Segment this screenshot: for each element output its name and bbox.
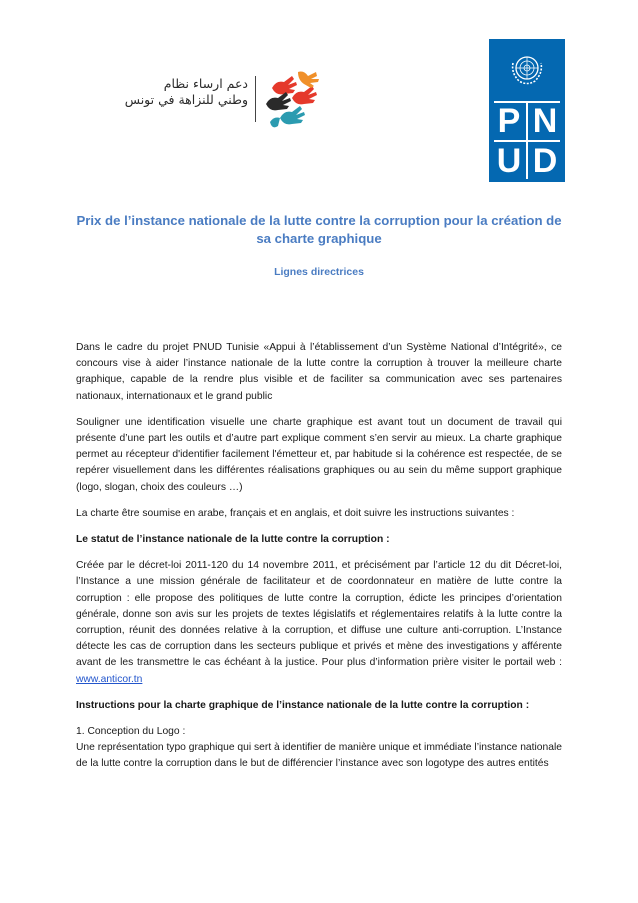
logo-heading: 1. Conception du Logo : — [76, 726, 186, 738]
un-emblem-icon — [507, 49, 547, 89]
document-title: Prix de l’instance nationale de la lutte contre la corruption pour la création de sa charte graphique — [76, 213, 562, 246]
pnud-grid-line — [526, 103, 528, 179]
intro-paragraph: Dans le cadre du projet PNUD Tunisie «Appui à l’établissement d’un Système National d’Intégrité», ce concours vise à aider l’instance nationale de la lutte contre la corruption à trouver la meilleure charte graphique, capable de la rendre plus visible et de faciliter sa communication avec ses partenaires nationaux, internationaux et le grand public — [76, 342, 562, 402]
identity-paragraph: Souligner une identification visuelle une charte graphique est avant tout un document de travail qui présente d’une part les outils et d’autre part explique comment s’en servir au mieux. La charte graphique permet au récepteur d'identifier facilement l'émetteur et, par habitude si la cohérence est respectée, de se repérer visuellement dans les différentes réalisations graphiques ou au sein du même support graphique (logo, slogan, choix des couleurs …) — [76, 416, 562, 493]
pnud-logo — [489, 39, 565, 182]
document-body — [76, 340, 562, 783]
arabic-line-2: وطني للنزاهة في تونس — [124, 92, 248, 107]
statut-text: Créée par le décret-loi 2011-120 du 14 novembre 2011, et précisément par l’article 12 du dit Décret-loi, l’Instance a une mission générale de facilitateur et de coordonnateur en matière de lutte contre la corruption : elle propose des politiques de lutte contre la corruption, édicte les principes d’orientation générale, donne son avis sur les projets de textes législatifs et réglementaires relatifs à la lutte contre la corruption, réunit des données relative à la corruption, et diffuse une culture anti-corruption. L’Instance détecte les cas de corruption dans les secteurs publique et privés et mène des investigations y afférente avant de les transmettre le cas échéant à la justice. Pour plus d’information prière visiter le portail web : — [76, 560, 562, 669]
anticor-link[interactable]: www.anticor.tn — [76, 673, 143, 685]
arabic-tagline — [118, 76, 248, 108]
pnud-letter-n: N — [532, 102, 558, 140]
integrity-project-logo — [118, 70, 328, 140]
languages-paragraph: La charte être soumise en arabe, français et en anglais, et doit suivre les instructions suivantes : — [76, 507, 515, 519]
statut-paragraph — [76, 558, 562, 688]
logo-paragraph: Une représentation typo graphique qui sert à identifier de manière unique et immédiate l’instance nationale de la lutte contre la corruption dans le but de différencier l’instance avec son logotype des autres entités — [76, 742, 562, 770]
document-subtitle: Lignes directrices — [274, 266, 364, 278]
instructions-heading: Instructions pour la charte graphique de l’instance nationale de la lutte contre la corruption : — [76, 699, 530, 711]
pnud-letter-u: U — [496, 142, 522, 180]
arabic-line-1: دعم ارساء نظام — [163, 76, 248, 91]
pnud-letter-p: P — [497, 102, 521, 140]
hands-icon — [262, 70, 328, 136]
statut-heading: Le statut de l’instance nationale de la lutte contre la corruption : — [76, 534, 390, 546]
pnud-letter-d: D — [532, 142, 558, 180]
logo-divider — [255, 76, 256, 122]
